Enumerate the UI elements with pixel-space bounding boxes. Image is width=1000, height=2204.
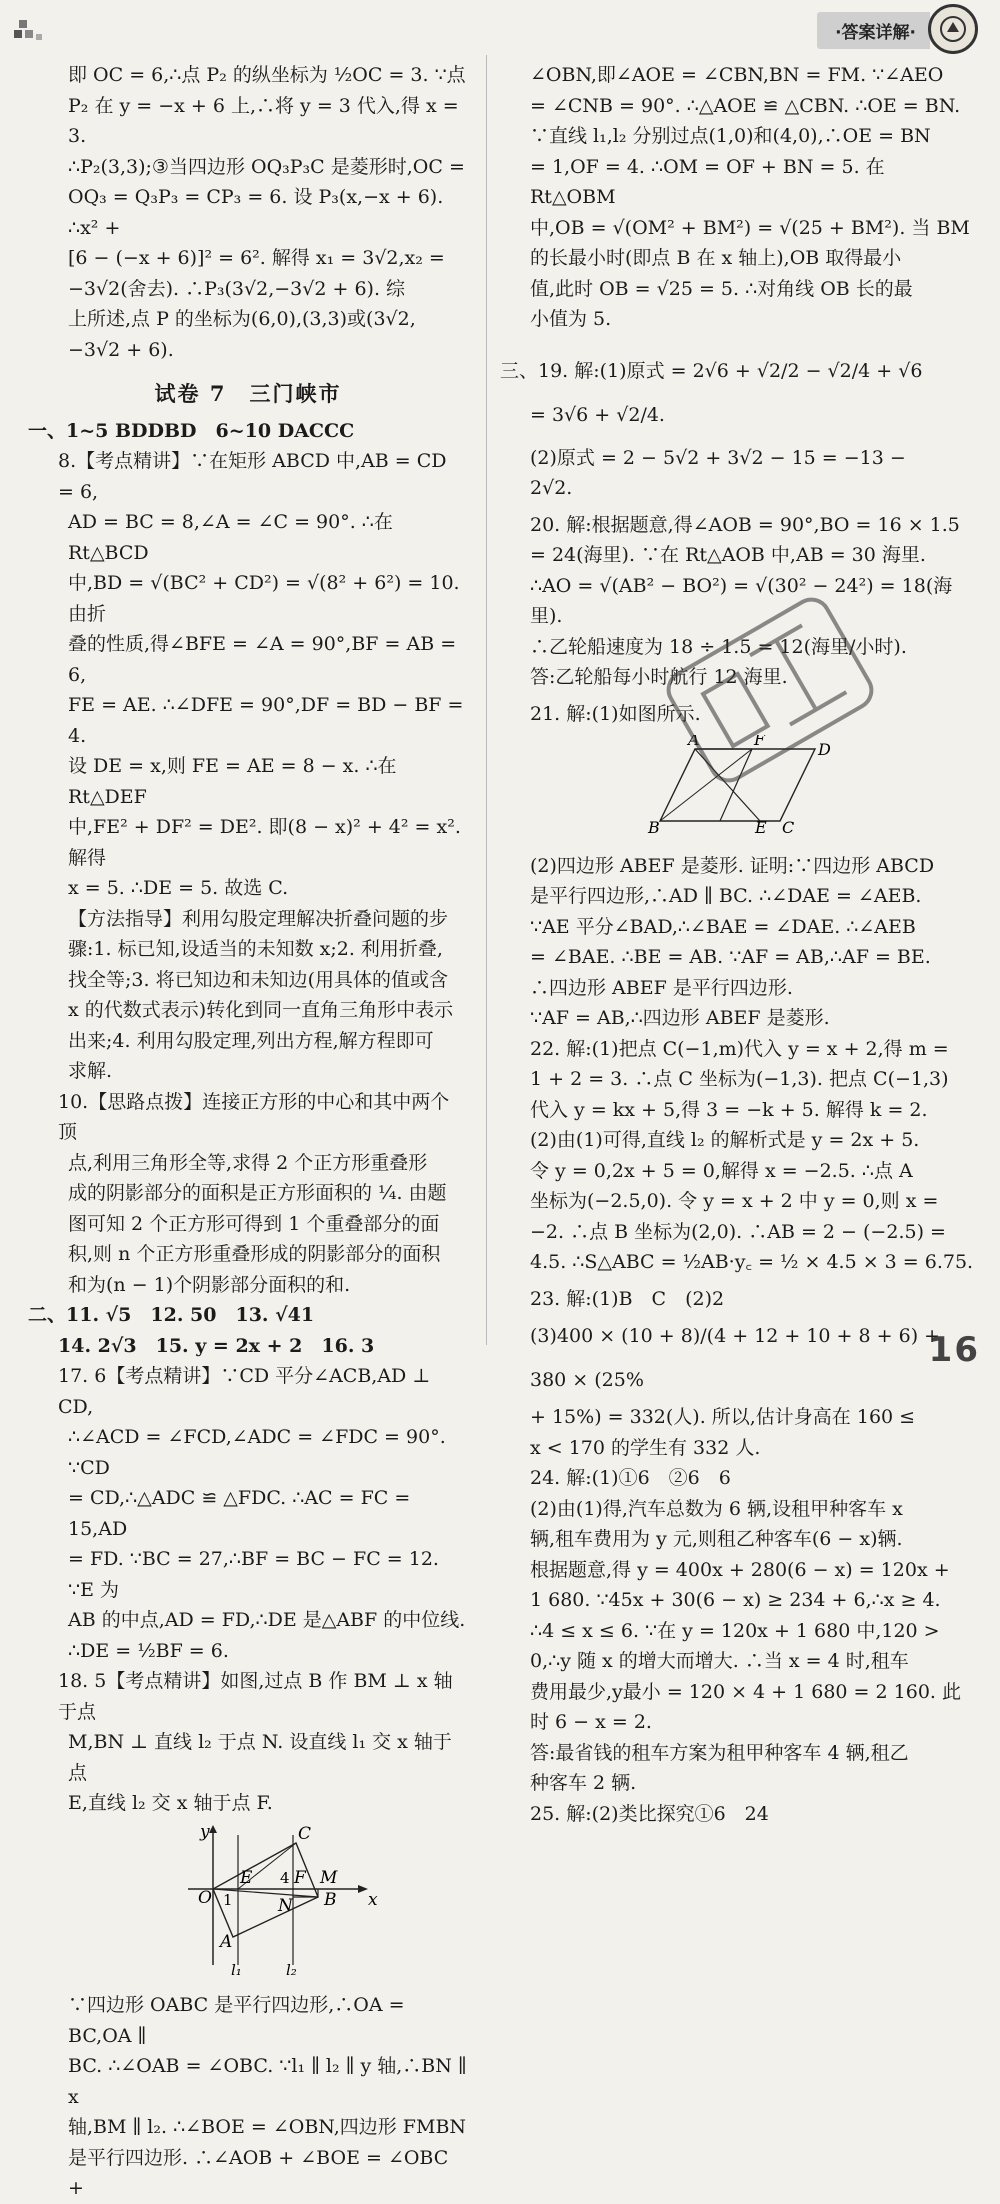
text-line: 图可知 2 个正方形可得到 1 个重叠部分的面 (68, 1212, 440, 1235)
label-c: C (298, 1824, 312, 1844)
text-line: 叠的性质,得∠BFE = ∠A = 90°,BF = AB = 6, (68, 633, 457, 686)
label-l2: l₂ (286, 1960, 297, 1975)
section-title: 试卷 7 三门峡市 (154, 381, 342, 406)
text-line: (2)由(1)得,汽车总数为 6 辆,设租甲种客车 x (530, 1497, 903, 1520)
label-y: y (200, 1824, 210, 1842)
text-line: 积,则 n 个正方形重叠形成的阴影部分的面积 (68, 1243, 441, 1265)
text-line: 14. 2√3 15. y = 2x + 2 16. 3 (58, 1334, 375, 1357)
text-line: 是平行四边形,∴AD ∥ BC. ∴∠DAE = ∠AEB. (530, 885, 922, 907)
text-line: 24. 解:(1)①6 ②6 6 (530, 1467, 731, 1489)
text-line: 2√2. (530, 477, 573, 499)
page-number: 16 (928, 1330, 980, 1370)
text-line: ∵直线 l₁,l₂ 分别过点(1,0)和(4,0),∴OE = BN (530, 125, 931, 147)
text-line: 费用最少,y最小 = 120 × 4 + 1 680 = 2 160. 此 (530, 1680, 961, 1703)
text-line: 0,∴y 随 x 的增大而增大. ∴当 x = 4 时,租车 (530, 1650, 909, 1672)
label-c: C (782, 818, 795, 835)
text-line: (3)400 × (10 + 8)/(4 + 12 + 10 + 8 + 6) + 380 × (25% (530, 1325, 941, 1391)
text-line: = ∠BAE. ∴BE = AB. ∵AF = AB,∴AF = BE. (530, 946, 931, 968)
label-n: N (278, 1895, 293, 1916)
text-line: 1 + 2 = 3. ∴点 C 坐标为(−1,3). 把点 C(−1,3) (530, 1068, 949, 1090)
text-line: = 24(海里). ∵在 Rt△AOB 中,AB = 30 海里. (530, 544, 926, 566)
question-24 (500, 1463, 975, 1799)
question-23 (500, 1284, 975, 1464)
label-f: F (754, 735, 766, 749)
text-line: 答:最省钱的租车方案为租甲种客车 4 辆,租乙 (530, 1741, 909, 1764)
text-line: 23. 解:(1)B C (2)2 (530, 1287, 725, 1310)
label-e: E (755, 818, 767, 835)
text-line: = 3√6 + √2/4. (530, 403, 665, 426)
text-line: −3√2 + 6). (68, 338, 174, 361)
label-d: D (818, 740, 831, 759)
text-line: 三、19. 解:(1)原式 = 2√6 + √2/2 − √2/4 + √6 (500, 359, 923, 382)
text-line: 25. 解:(2)类比探究①6 24 (530, 1802, 769, 1825)
label-m: M (320, 1867, 338, 1888)
text-line: 令 y = 0,2x + 5 = 0,解得 x = −2.5. ∴点 A (530, 1159, 913, 1182)
text-line: 1 680. ∵45x + 30(6 − x) ≥ 234 + 6,∴x ≥ 4. (530, 1589, 941, 1611)
text-line: AB 的中点,AD = FD,∴DE 是△ABF 的中位线. (68, 1609, 466, 1631)
label-e: E (240, 1867, 253, 1888)
text-line: 设 DE = x,则 FE = AE = 8 − x. ∴在 Rt△DEF (68, 755, 397, 808)
question-18 (28, 1666, 468, 1819)
left-column (28, 60, 468, 2204)
text-line: (2)原式 = 2 − 5√2 + 3√2 − 15 = −13 − (530, 446, 906, 469)
text-line: AD = BC = 8,∠A = ∠C = 90°. ∴在 Rt△BCD (68, 511, 393, 564)
text-line: ∴∠ACD = ∠FCD,∠ADC = ∠FDC = 90°. ∵CD (68, 1426, 446, 1479)
text-line: 上所述,点 P 的坐标为(6,0),(3,3)或(3√2, (68, 308, 416, 330)
label-a: A (220, 1931, 233, 1952)
text-line: ∴4 ≤ x ≤ 6. ∵在 y = 120x + 1 680 中,120 > (530, 1619, 940, 1642)
text-line: M,BN ⊥ 直线 l₂ 于点 N. 设直线 l₁ 交 x 轴于点 (68, 1731, 452, 1784)
part2-answers (28, 1300, 468, 1361)
text-line: FE = AE. ∴∠DFE = 90°,DF = BD − BF = 4. (68, 694, 464, 747)
text-line: x < 170 的学生有 332 人. (530, 1436, 761, 1459)
label-f: F (294, 1867, 306, 1888)
text-line: 20. 解:根据题意,得∠AOB = 90°,BO = 16 × 1.5 (530, 513, 960, 536)
text-line: [6 − (−x + 6)]² = 6². 解得 x₁ = 3√2,x₂ = (68, 247, 445, 269)
question-8 (28, 446, 468, 1087)
text-line: x 的代数式表示)转化到同一直角三角形中表示 (68, 999, 454, 1021)
text-line: 小值为 5. (530, 308, 612, 330)
text-line: 坐标为(−2.5,0). 令 y = x + 2 中 y = 0,则 x = (530, 1190, 939, 1212)
text-line: BC. ∴∠OAB = ∠OBC. ∵l₁ ∥ l₂ ∥ y 轴,∴BN ∥ x (68, 2055, 467, 2108)
text-line: 出来;4. 利用勾股定理,列出方程,解方程即可 (68, 1029, 434, 1052)
text-line: 点,利用三角形全等,求得 2 个正方形重叠形 (68, 1151, 428, 1174)
text-line: 中,FE² + DF² = DE². 即(8 − x)² + 4² = x². 解得 (68, 816, 461, 869)
text-line: 根据题意,得 y = 400x + 280(6 − x) = 120x + (530, 1558, 950, 1581)
question-18-end (500, 60, 975, 335)
question-10 (28, 1087, 468, 1301)
text-line: E,直线 l₂ 交 x 轴于点 F. (68, 1792, 273, 1814)
text-line: 是平行四边形. ∴∠AOB + ∠BOE = ∠OBC + (68, 2146, 449, 2199)
text-line: 成的阴影部分的面积是正方形面积的 ¼. 由题 (68, 1182, 447, 1204)
label-l1: l₁ (231, 1960, 242, 1975)
text-line: 4.5. ∴S△ABC = ½AB·y꜀ = ½ × 4.5 × 3 = 6.75. (530, 1251, 974, 1273)
text-line: ∵AF = AB,∴四边形 ABEF 是菱形. (530, 1007, 830, 1029)
text-line: 答:乙轮船每小时航行 12 海里. (530, 666, 788, 688)
text-line: ∴四边形 ABEF 是平行四边形. (530, 976, 793, 999)
text-line: 的长最小时(即点 B 在 x 轴上),OB 取得最小 (530, 247, 902, 269)
text-line: ∴DE = ½BF = 6. (68, 1639, 229, 1662)
text-line: 10.【思路点拨】连接正方形的中心和其中两个顶 (58, 1090, 450, 1143)
text-line: = 1,OF = 4. ∴OM = OF + BN = 5. 在 Rt△OBM (530, 155, 885, 208)
text-line: ∴AO = √(AB² − BO²) = √(30² − 24²) = 18(海里). (530, 574, 953, 627)
text-line: 21. 解:(1)如图所示. (530, 702, 701, 725)
text-line: x = 5. ∴DE = 5. 故选 C. (68, 877, 289, 899)
text-line: 求解. (68, 1060, 113, 1082)
text-line: 即 OC = 6,∴点 P₂ 的纵坐标为 ½OC = 3. ∵点 (68, 64, 466, 86)
question-25 (500, 1799, 975, 1830)
text-line: −2. ∴点 B 坐标为(2,0). ∴AB = 2 − (−2.5) = (530, 1220, 946, 1243)
text-line: 值,此时 OB = √25 = 5. ∴对角线 OB 长的最 (530, 277, 913, 300)
text-line: 中,BD = √(BC² + CD²) = √(8² + 6²) = 10. 由折 (68, 572, 460, 625)
part1-answers: 一、1~5 BDDBD 6~10 DACCC (28, 419, 355, 442)
text-line: = FD. ∵BC = 27,∴BF = BC − FC = 12. ∵E 为 (68, 1548, 439, 1601)
q18-figure (28, 1825, 468, 1985)
label-x: x (368, 1889, 378, 1910)
text-line: 二、11. √5 12. 50 13. √41 (28, 1304, 315, 1326)
column-divider (486, 55, 487, 1345)
corner-decoration-icon (14, 20, 52, 42)
label-4: 4 (280, 1868, 290, 1887)
x-axis-arrow-icon (358, 1885, 368, 1893)
text-line: 22. 解:(1)把点 C(−1,m)代入 y = x + 2,得 m = (530, 1037, 949, 1060)
text-line: ∴P₂(3,3);③当四边形 OQ₃P₃C 是菱形时,OC = (68, 155, 465, 178)
label-b: B (324, 1889, 337, 1910)
text-line: −3√2(舍去). ∴P₃(3√2,−3√2 + 6). 综 (68, 277, 406, 300)
y-axis-arrow-icon (209, 1825, 217, 1833)
text-line: 辆,租车费用为 y 元,则租乙种客车(6 − x)辆. (530, 1528, 903, 1550)
text-line: 骤:1. 标已知,设适当的未知数 x;2. 利用折叠, (68, 938, 443, 960)
right-column (500, 60, 975, 1829)
text-line: 17. 6【考点精讲】∵CD 平分∠ACB,AD ⊥ CD, (58, 1365, 431, 1418)
question-18-continued (28, 1990, 468, 2204)
text-line: 代入 y = kx + 5,得 3 = −k + 5. 解得 k = 2. (530, 1098, 928, 1121)
question-17 (28, 1361, 468, 1666)
text-line: 【方法指导】利用勾股定理解决折叠问题的步 (68, 907, 449, 930)
label-1: 1 (223, 1890, 233, 1909)
continued-solution (28, 60, 468, 365)
label-o: O (198, 1887, 212, 1908)
question-19 (500, 349, 975, 504)
publisher-logo-icon (928, 4, 978, 54)
header-tab: ·答案详解· (817, 12, 930, 49)
text-line: 找全等;3. 将已知边和未知边(用具体的值或含 (68, 968, 448, 991)
text-line: OQ₃ = Q₃P₃ = CP₃ = 6. 设 P₃(x,−x + 6). ∴x² + (68, 186, 444, 239)
text-line: 18. 5【考点精讲】如图,过点 B 作 BM ⊥ x 轴于点 (58, 1670, 453, 1723)
label-b: B (648, 818, 660, 835)
text-line: (2)由(1)可得,直线 l₂ 的解析式是 y = 2x + 5. (530, 1129, 920, 1151)
text-line: 轴,BM ∥ l₂. ∴∠BOE = ∠OBN,四边形 FMBN (68, 2116, 467, 2138)
text-line: ∠OBN,即∠AOE = ∠CBN,BN = FM. ∵∠AEO (530, 64, 944, 86)
text-line: = ∠CNB = 90°. ∴△AOE ≌ △CBN. ∴OE = BN. (530, 94, 961, 117)
text-line: 时 6 − x = 2. (530, 1711, 652, 1733)
text-line: 中,OB = √(OM² + BM²) = √(25 + BM²). 当 BM (530, 216, 970, 239)
text-line: + 15%) = 332(人). 所以,估计身高在 160 ≤ (530, 1406, 916, 1428)
question-22 (500, 1034, 975, 1278)
text-line: = CD,∴△ADC ≌ △FDC. ∴AC = FC = 15,AD (68, 1487, 411, 1540)
text-line: 种客车 2 辆. (530, 1772, 637, 1794)
watermark-stamp-icon (650, 570, 890, 810)
text-line: 和为(n − 1)个阴影部分面积的和. (68, 1273, 351, 1296)
text-line: ∵四边形 OABC 是平行四边形,∴OA = BC,OA ∥ (68, 1994, 405, 2047)
text-line: (2)四边形 ABEF 是菱形. 证明:∵四边形 ABCD (530, 854, 935, 877)
text-line: ∴乙轮船速度为 18 ÷ 1.5 = 12(海里/小时). (530, 635, 907, 658)
text-line: P₂ 在 y = −x + 6 上,∴将 y = 3 代入,得 x = 3. (68, 94, 459, 147)
label-a: A (688, 735, 700, 749)
text-line: 8.【考点精讲】∵在矩形 ABCD 中,AB = CD = 6, (58, 450, 447, 503)
text-line: ∵AE 平分∠BAD,∴∠BAE = ∠DAE. ∴∠AEB (530, 915, 916, 938)
